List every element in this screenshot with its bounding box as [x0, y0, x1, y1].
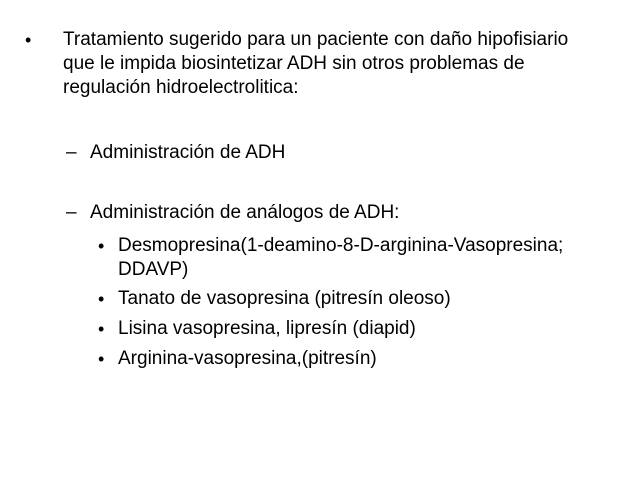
analog-text: Arginina-vasopresina,(pitresín): [118, 348, 377, 369]
bullet-marker: •: [98, 236, 105, 256]
sub-bullet-text: Administración de ADH: [90, 142, 286, 163]
bullet-marker: •: [98, 319, 105, 339]
sub-bullet-text: Administración de análogos de ADH:: [90, 202, 400, 223]
analog-item-desmopresina: [98, 234, 568, 282]
sub-bullet-item-adh: [66, 141, 586, 165]
analog-item-arginina: [98, 347, 568, 371]
bullet-marker: •: [25, 30, 32, 50]
analog-item-tanato: [98, 287, 568, 311]
analog-text: Desmopresina(1-deamino-8-D-arginina-Vasopresina; DDAVP): [118, 235, 569, 280]
analog-text: Tanato de vasopresina (pitresín oleoso): [118, 288, 451, 309]
main-bullet-item: [25, 28, 605, 100]
dash-marker: –: [66, 142, 77, 163]
analog-item-lisina: [98, 317, 568, 341]
bullet-marker: •: [98, 349, 105, 369]
analog-text: Lisina vasopresina, lipresín (diapid): [118, 318, 416, 339]
bullet-marker: •: [98, 289, 105, 309]
sub-bullet-item-analogs: [66, 201, 586, 225]
main-bullet-text: Tratamiento sugerido para un paciente con daño hipofisiario que le impida biosintetizar ADH sin otros problemas de regulación hidroelectrolitica:: [63, 29, 574, 98]
dash-marker: –: [66, 202, 77, 223]
